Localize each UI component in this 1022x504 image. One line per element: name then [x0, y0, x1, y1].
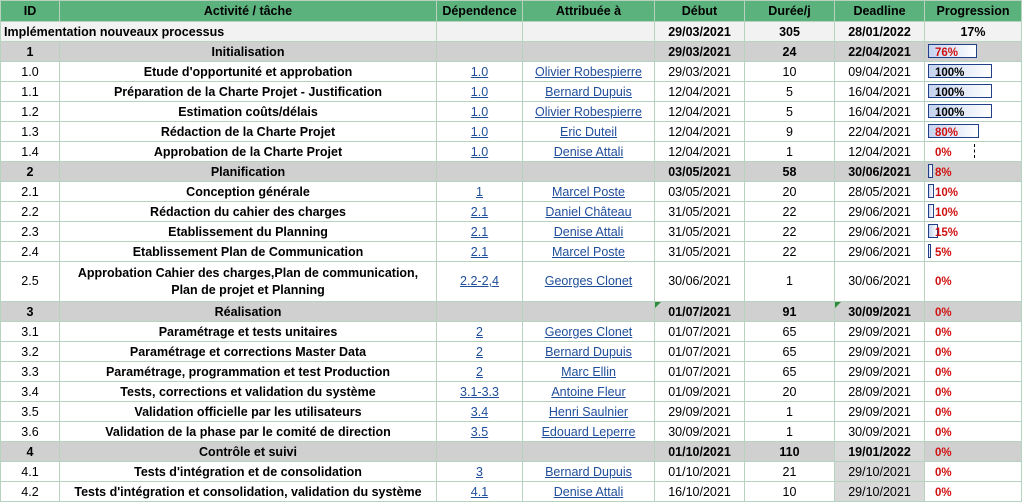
header-row: [1, 1, 1022, 22]
comment-flag-icon: [835, 302, 841, 308]
project-summary-row: [1, 22, 1022, 42]
row-progress[interactable]: [925, 122, 1022, 142]
row-duration[interactable]: 65: [745, 342, 835, 362]
row-duration[interactable]: 65: [745, 362, 835, 382]
row-task[interactable]: Tests d'intégration et consolidation, validation du système: [60, 482, 437, 502]
row-task[interactable]: Conception générale: [60, 182, 437, 202]
row-duration[interactable]: 22: [745, 242, 835, 262]
row-id[interactable]: 1.4: [1, 142, 60, 162]
assignee-link[interactable]: Bernard Dupuis: [545, 84, 632, 99]
row-deadline-text: 09/04/2021: [848, 64, 911, 79]
row-deadline[interactable]: [835, 242, 925, 262]
progress-percent: 0%: [935, 486, 952, 499]
row-deadline[interactable]: [835, 322, 925, 342]
row-id[interactable]: 4: [1, 442, 60, 462]
phase-row: [1, 42, 1022, 62]
row-id[interactable]: 2: [1, 162, 60, 182]
task-row: [1, 122, 1022, 142]
row-assigned[interactable]: [523, 262, 655, 302]
row-assigned[interactable]: [523, 122, 655, 142]
row-id[interactable]: 3.1: [1, 322, 60, 342]
project-start[interactable]: 29/03/2021: [655, 22, 745, 42]
assignee-link[interactable]: Marc Ellin: [561, 364, 616, 379]
row-task[interactable]: Planification: [60, 162, 437, 182]
row-start[interactable]: 31/05/2021: [655, 242, 745, 262]
assignee-link[interactable]: Olivier Robespierre: [535, 64, 642, 79]
header-start[interactable]: Début: [655, 1, 745, 22]
assignee-link[interactable]: Bernard Dupuis: [545, 464, 632, 479]
dependence-link[interactable]: 1.0: [470, 124, 489, 139]
task-row: [1, 402, 1022, 422]
row-progress[interactable]: [925, 82, 1022, 102]
dependence-link[interactable]: 3.1-3.3: [460, 384, 499, 399]
row-dependence[interactable]: [437, 442, 523, 462]
row-deadline-text: 29/06/2021: [848, 204, 911, 219]
progress-percent: 0%: [935, 146, 952, 159]
row-dependence[interactable]: [437, 162, 523, 182]
row-task[interactable]: Validation de la phase par le comité de direction: [60, 422, 437, 442]
progress-percent: 0%: [935, 275, 952, 288]
row-assigned[interactable]: [523, 342, 655, 362]
row-assigned[interactable]: [523, 462, 655, 482]
row-deadline-text: 30/09/2021: [848, 304, 911, 319]
row-start[interactable]: 01/07/2021: [655, 362, 745, 382]
project-progress[interactable]: 17%: [925, 22, 1022, 42]
row-deadline-text: 29/09/2021: [848, 324, 911, 339]
row-id[interactable]: 2.1: [1, 182, 60, 202]
row-deadline-text: 22/04/2021: [848, 124, 911, 139]
row-deadline-text: 16/04/2021: [848, 104, 911, 119]
row-progress[interactable]: [925, 482, 1022, 502]
progress-percent: 0%: [935, 386, 952, 399]
row-task[interactable]: Paramétrage et tests unitaires: [60, 322, 437, 342]
row-duration[interactable]: 10: [745, 62, 835, 82]
progress-percent: 76%: [935, 46, 959, 59]
row-start[interactable]: 12/04/2021: [655, 122, 745, 142]
dependence-link[interactable]: 3: [476, 464, 483, 479]
row-progress[interactable]: [925, 62, 1022, 82]
row-progress[interactable]: [925, 382, 1022, 402]
row-deadline-text: 29/09/2021: [848, 344, 911, 359]
assignee-link[interactable]: Marcel Poste: [552, 184, 625, 199]
project-duration[interactable]: 305: [745, 22, 835, 42]
dependence-link[interactable]: 2: [476, 364, 483, 379]
progress-percent: 0%: [935, 326, 952, 339]
phase-row: [1, 302, 1022, 322]
row-start[interactable]: 30/09/2021: [655, 422, 745, 442]
progress-percent: 0%: [935, 446, 952, 459]
row-deadline[interactable]: [835, 202, 925, 222]
row-deadline[interactable]: [835, 102, 925, 122]
row-task[interactable]: Initialisation: [60, 42, 437, 62]
progress-percent: 10%: [935, 206, 959, 219]
progress-percent: 5%: [935, 246, 952, 259]
row-dependence[interactable]: [437, 62, 523, 82]
row-dependence[interactable]: [437, 142, 523, 162]
task-row: [1, 262, 1022, 302]
row-dependence[interactable]: [437, 322, 523, 342]
assignee-link[interactable]: Denise Attali: [553, 484, 624, 499]
row-duration[interactable]: 91: [745, 302, 835, 322]
row-dependence[interactable]: [437, 342, 523, 362]
row-task[interactable]: Approbation de la Charte Projet: [60, 142, 437, 162]
row-id[interactable]: 3.3: [1, 362, 60, 382]
row-progress[interactable]: [925, 342, 1022, 362]
row-dependence[interactable]: [437, 82, 523, 102]
dependence-link[interactable]: 2.1: [470, 244, 489, 259]
row-deadline-text: 30/06/2021: [848, 164, 911, 179]
assignee-link[interactable]: Eric Duteil: [560, 124, 617, 139]
row-deadline-text: 29/10/2021: [848, 484, 911, 499]
row-task[interactable]: Approbation Cahier des charges,Plan de communication, Plan de projet et Planning: [60, 262, 437, 302]
row-dependence[interactable]: [437, 422, 523, 442]
row-deadline[interactable]: [835, 482, 925, 502]
row-assigned[interactable]: [523, 222, 655, 242]
row-id[interactable]: 2.2: [1, 202, 60, 222]
row-assigned[interactable]: [523, 422, 655, 442]
progress-percent: 100%: [935, 106, 965, 119]
row-duration[interactable]: 1: [745, 262, 835, 302]
assignee-link[interactable]: Georges Clonet: [544, 274, 633, 288]
row-start[interactable]: 03/05/2021: [655, 162, 745, 182]
progress-percent: 80%: [935, 126, 959, 139]
row-assigned[interactable]: [523, 322, 655, 342]
row-duration[interactable]: 22: [745, 202, 835, 222]
row-dependence[interactable]: [437, 262, 523, 302]
assignee-link[interactable]: Georges Clonet: [544, 324, 633, 339]
phase-row: [1, 442, 1022, 462]
task-row: [1, 62, 1022, 82]
row-deadline-text: 30/06/2021: [848, 274, 911, 288]
header-dependence[interactable]: Dépendence: [437, 1, 523, 22]
row-deadline[interactable]: [835, 222, 925, 242]
row-deadline-text: 16/04/2021: [848, 84, 911, 99]
row-deadline[interactable]: [835, 82, 925, 102]
row-duration[interactable]: 5: [745, 82, 835, 102]
row-dependence[interactable]: [437, 202, 523, 222]
task-row: [1, 222, 1022, 242]
row-id[interactable]: 1.0: [1, 62, 60, 82]
row-start[interactable]: 12/04/2021: [655, 142, 745, 162]
progress-percent: 0%: [935, 466, 952, 479]
header-task[interactable]: Activité / tâche: [60, 1, 437, 22]
row-task[interactable]: Préparation de la Charte Projet - Justification: [60, 82, 437, 102]
dependence-link[interactable]: 2.1: [470, 224, 489, 239]
row-dependence[interactable]: [437, 102, 523, 122]
task-row: [1, 202, 1022, 222]
row-progress[interactable]: [925, 442, 1022, 462]
row-deadline[interactable]: [835, 42, 925, 62]
row-id[interactable]: 1: [1, 42, 60, 62]
row-task[interactable]: Rédaction du cahier des charges: [60, 202, 437, 222]
row-task[interactable]: Etablissement du Planning: [60, 222, 437, 242]
row-progress[interactable]: [925, 242, 1022, 262]
row-start[interactable]: 16/10/2021: [655, 482, 745, 502]
row-assigned[interactable]: [523, 42, 655, 62]
row-id[interactable]: 4.2: [1, 482, 60, 502]
row-dependence[interactable]: [437, 362, 523, 382]
task-row: [1, 102, 1022, 122]
row-deadline-text: 28/09/2021: [848, 384, 911, 399]
dependence-link[interactable]: 2: [476, 324, 483, 339]
task-row: [1, 362, 1022, 382]
row-deadline[interactable]: [835, 262, 925, 302]
row-assigned[interactable]: [523, 242, 655, 262]
row-assigned[interactable]: [523, 402, 655, 422]
progress-percent: 100%: [935, 86, 965, 99]
row-start[interactable]: 01/09/2021: [655, 382, 745, 402]
row-start[interactable]: 31/05/2021: [655, 202, 745, 222]
row-id[interactable]: 2.5: [1, 262, 60, 302]
row-task[interactable]: Paramétrage et corrections Master Data: [60, 342, 437, 362]
row-dependence[interactable]: [437, 462, 523, 482]
header-id[interactable]: ID: [1, 1, 60, 22]
row-duration[interactable]: 110: [745, 442, 835, 462]
row-assigned[interactable]: [523, 362, 655, 382]
row-id[interactable]: 4.1: [1, 462, 60, 482]
row-progress[interactable]: [925, 222, 1022, 242]
row-start[interactable]: 29/03/2021: [655, 42, 745, 62]
row-assigned[interactable]: [523, 62, 655, 82]
row-task[interactable]: Estimation coûts/délais: [60, 102, 437, 122]
progress-percent: 0%: [935, 346, 952, 359]
row-duration[interactable]: 5: [745, 102, 835, 122]
row-progress[interactable]: [925, 182, 1022, 202]
row-progress[interactable]: [925, 362, 1022, 382]
assignee-link[interactable]: Marcel Poste: [552, 244, 625, 259]
row-deadline[interactable]: [835, 442, 925, 462]
row-deadline-text: 28/05/2021: [848, 184, 911, 199]
row-start[interactable]: 01/10/2021: [655, 442, 745, 462]
row-deadline-text: 19/01/2022: [848, 444, 911, 459]
row-start[interactable]: 01/07/2021: [655, 342, 745, 362]
progress-percent: 15%: [935, 226, 959, 239]
row-dependence[interactable]: [437, 242, 523, 262]
row-task[interactable]: Etablissement Plan de Communication: [60, 242, 437, 262]
progress-percent: 0%: [935, 366, 952, 379]
row-duration[interactable]: 20: [745, 382, 835, 402]
row-assigned[interactable]: [523, 482, 655, 502]
row-duration[interactable]: 1: [745, 142, 835, 162]
row-duration[interactable]: 10: [745, 482, 835, 502]
row-deadline[interactable]: [835, 382, 925, 402]
row-deadline-text: 29/10/2021: [848, 464, 911, 479]
row-deadline[interactable]: [835, 122, 925, 142]
row-start[interactable]: [655, 302, 745, 322]
row-task[interactable]: Paramétrage, programmation et test Production: [60, 362, 437, 382]
row-task[interactable]: Réalisation: [60, 302, 437, 322]
row-progress[interactable]: [925, 142, 1022, 162]
row-assigned[interactable]: [523, 182, 655, 202]
dependence-link[interactable]: 1.0: [470, 84, 489, 99]
row-deadline-text: 29/09/2021: [848, 364, 911, 379]
assignee-link[interactable]: Antoine Fleur: [551, 384, 626, 399]
row-task[interactable]: Validation officielle par les utilisateurs: [60, 402, 437, 422]
progress-percent: 0%: [935, 306, 952, 319]
task-row: [1, 342, 1022, 362]
row-deadline[interactable]: [835, 462, 925, 482]
project-assigned-cell[interactable]: [523, 22, 655, 42]
task-row: [1, 82, 1022, 102]
row-progress[interactable]: [925, 162, 1022, 182]
row-progress[interactable]: [925, 262, 1022, 302]
task-row: [1, 482, 1022, 502]
dependence-link[interactable]: 3.4: [470, 404, 489, 419]
row-id[interactable]: 3.6: [1, 422, 60, 442]
dependence-link[interactable]: 1.0: [470, 64, 489, 79]
row-dependence[interactable]: [437, 222, 523, 242]
row-deadline-text: 29/06/2021: [848, 224, 911, 239]
row-progress[interactable]: [925, 202, 1022, 222]
header-deadline[interactable]: Deadline: [835, 1, 925, 22]
row-deadline[interactable]: [835, 422, 925, 442]
row-start[interactable]: 01/10/2021: [655, 462, 745, 482]
progress-percent: 0%: [935, 426, 952, 439]
row-duration[interactable]: 1: [745, 422, 835, 442]
row-dependence[interactable]: [437, 382, 523, 402]
row-progress[interactable]: [925, 402, 1022, 422]
row-id[interactable]: 1.2: [1, 102, 60, 122]
row-task[interactable]: Contrôle et suivi: [60, 442, 437, 462]
row-assigned[interactable]: [523, 142, 655, 162]
row-duration[interactable]: 1: [745, 402, 835, 422]
row-dependence[interactable]: [437, 482, 523, 502]
row-deadline[interactable]: [835, 302, 925, 322]
row-duration[interactable]: 20: [745, 182, 835, 202]
dependence-link[interactable]: 2.1: [470, 204, 489, 219]
row-deadline[interactable]: [835, 182, 925, 202]
row-deadline-text: 12/04/2021: [848, 144, 911, 159]
dependence-link[interactable]: 1: [476, 184, 483, 199]
assignee-link[interactable]: Edouard Leperre: [541, 424, 636, 439]
row-deadline-text: 30/09/2021: [848, 424, 911, 439]
assignee-link[interactable]: Henri Saulnier: [548, 404, 629, 419]
row-duration[interactable]: 9: [745, 122, 835, 142]
row-task[interactable]: Tests d'intégration et de consolidation: [60, 462, 437, 482]
task-row: [1, 182, 1022, 202]
header-progress[interactable]: Progression: [925, 1, 1022, 22]
row-progress[interactable]: [925, 322, 1022, 342]
row-start[interactable]: 31/05/2021: [655, 222, 745, 242]
project-dep-cell[interactable]: [437, 22, 523, 42]
row-assigned[interactable]: [523, 82, 655, 102]
row-dependence[interactable]: [437, 182, 523, 202]
row-deadline[interactable]: [835, 62, 925, 82]
dependence-link[interactable]: 1.0: [470, 144, 489, 159]
assignee-link[interactable]: Bernard Dupuis: [545, 344, 632, 359]
row-start-text: 01/07/2021: [668, 304, 731, 319]
row-id[interactable]: 2.4: [1, 242, 60, 262]
comment-flag-icon: [655, 302, 661, 308]
row-start[interactable]: 03/05/2021: [655, 182, 745, 202]
row-id[interactable]: 2.3: [1, 222, 60, 242]
row-start[interactable]: 30/06/2021: [655, 262, 745, 302]
progress-percent: 100%: [935, 66, 965, 79]
row-start[interactable]: 29/03/2021: [655, 62, 745, 82]
row-start[interactable]: 29/09/2021: [655, 402, 745, 422]
row-assigned[interactable]: [523, 102, 655, 122]
row-progress[interactable]: [925, 102, 1022, 122]
project-name[interactable]: Implémentation nouveaux processus: [1, 22, 437, 42]
row-duration[interactable]: 24: [745, 42, 835, 62]
task-row: [1, 142, 1022, 162]
progress-percent: 0%: [935, 406, 952, 419]
phase-row: [1, 162, 1022, 182]
header-assigned[interactable]: Attribuée à: [523, 1, 655, 22]
row-start[interactable]: 12/04/2021: [655, 82, 745, 102]
dependence-link[interactable]: 4.1: [470, 484, 489, 499]
progress-percent: 8%: [935, 166, 952, 179]
dependence-link[interactable]: 3.5: [470, 424, 489, 439]
row-progress[interactable]: [925, 422, 1022, 442]
row-assigned[interactable]: [523, 162, 655, 182]
row-progress[interactable]: [925, 462, 1022, 482]
row-duration[interactable]: 65: [745, 322, 835, 342]
row-dependence[interactable]: [437, 302, 523, 322]
row-dependence[interactable]: [437, 402, 523, 422]
row-progress[interactable]: [925, 42, 1022, 62]
row-deadline[interactable]: [835, 362, 925, 382]
assignee-link[interactable]: Daniel Château: [545, 204, 632, 219]
row-id[interactable]: 3.4: [1, 382, 60, 402]
row-deadline[interactable]: [835, 402, 925, 422]
row-deadline[interactable]: [835, 142, 925, 162]
project-deadline[interactable]: 28/01/2022: [835, 22, 925, 42]
row-dependence[interactable]: [437, 42, 523, 62]
row-assigned[interactable]: [523, 382, 655, 402]
row-assigned[interactable]: [523, 302, 655, 322]
row-duration[interactable]: 58: [745, 162, 835, 182]
progress-percent: 10%: [935, 186, 959, 199]
task-row: [1, 382, 1022, 402]
task-row: [1, 422, 1022, 442]
row-id[interactable]: 3.2: [1, 342, 60, 362]
row-assigned[interactable]: [523, 442, 655, 462]
row-progress[interactable]: [925, 302, 1022, 322]
row-deadline[interactable]: [835, 342, 925, 362]
row-deadline-text: 22/04/2021: [848, 44, 911, 59]
dependence-link[interactable]: 1.0: [470, 104, 489, 119]
row-task[interactable]: Etude d'opportunité et approbation: [60, 62, 437, 82]
row-start[interactable]: 01/07/2021: [655, 322, 745, 342]
row-id[interactable]: 1.1: [1, 82, 60, 102]
dependence-link[interactable]: 2.2-2,4: [460, 274, 499, 288]
row-dependence[interactable]: [437, 122, 523, 142]
task-row: [1, 462, 1022, 482]
assignee-link[interactable]: Denise Attali: [553, 224, 624, 239]
row-deadline[interactable]: [835, 162, 925, 182]
assignee-link[interactable]: Olivier Robespierre: [535, 104, 642, 119]
row-duration[interactable]: 21: [745, 462, 835, 482]
task-row: [1, 322, 1022, 342]
row-start[interactable]: 12/04/2021: [655, 102, 745, 122]
row-deadline-text: 29/09/2021: [848, 404, 911, 419]
dependence-link[interactable]: 2: [476, 344, 483, 359]
assignee-link[interactable]: Denise Attali: [553, 144, 624, 159]
row-assigned[interactable]: [523, 202, 655, 222]
row-id[interactable]: 1.3: [1, 122, 60, 142]
row-id[interactable]: 3.5: [1, 402, 60, 422]
row-id[interactable]: 3: [1, 302, 60, 322]
row-task[interactable]: Tests, corrections et validation du système: [60, 382, 437, 402]
row-duration[interactable]: 22: [745, 222, 835, 242]
task-row: [1, 242, 1022, 262]
row-task[interactable]: Rédaction de la Charte Projet: [60, 122, 437, 142]
header-duration[interactable]: Durée/j: [745, 1, 835, 22]
row-deadline-text: 29/06/2021: [848, 244, 911, 259]
progress-marker: [974, 144, 975, 158]
